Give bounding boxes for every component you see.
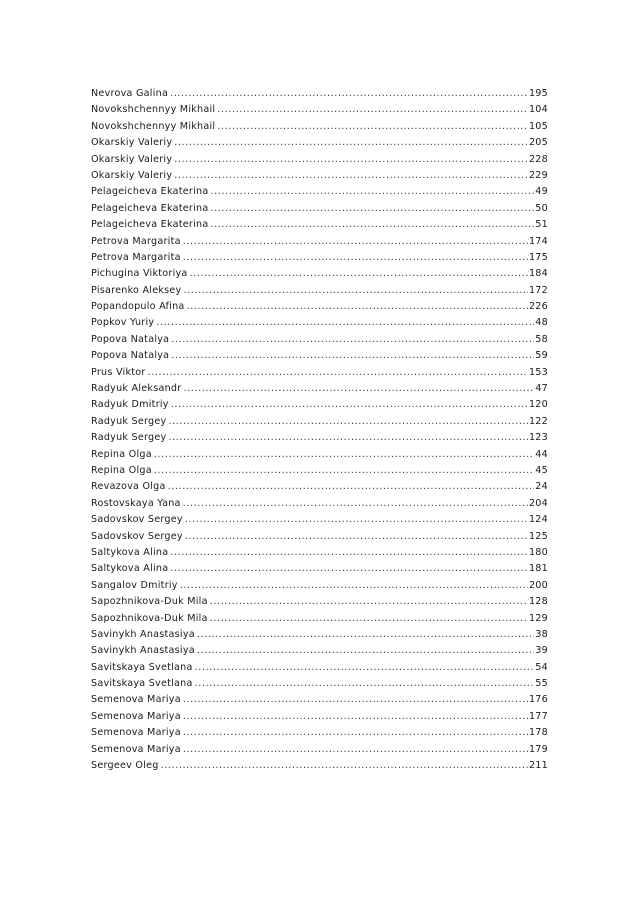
entry-name: Rostovskaya Yana bbox=[91, 497, 181, 509]
entry-name: Sangalov Dmitriy bbox=[91, 579, 178, 591]
entry-page-number: 59 bbox=[535, 350, 548, 362]
entry-page-number: 120 bbox=[528, 399, 548, 411]
index-entry bbox=[91, 660, 548, 676]
entry-name: Semenova Mariya bbox=[91, 694, 181, 706]
dot-leader bbox=[190, 266, 528, 282]
index-entry bbox=[91, 283, 548, 299]
index-entry bbox=[91, 102, 548, 118]
entry-name: Saltykova Alina bbox=[91, 546, 169, 558]
entry-page-number: 58 bbox=[535, 333, 548, 345]
entry-name: Repina Olga bbox=[91, 464, 152, 476]
entry-name: Petrova Margarita bbox=[91, 235, 181, 247]
entry-page-number: 175 bbox=[528, 251, 548, 263]
dot-leader bbox=[168, 414, 527, 430]
dot-leader bbox=[161, 758, 528, 774]
entry-page-number: 200 bbox=[528, 579, 548, 591]
entry-name: Pichugina Viktoriya bbox=[91, 268, 188, 280]
dot-leader bbox=[183, 692, 528, 708]
entry-name: Okarskiy Valeriy bbox=[91, 153, 173, 165]
index-entry bbox=[91, 332, 548, 348]
entry-page-number: 24 bbox=[535, 481, 548, 493]
dot-leader bbox=[171, 348, 534, 364]
entry-name: Repina Olga bbox=[91, 448, 152, 460]
index-entry bbox=[91, 611, 548, 627]
index-entry bbox=[91, 86, 548, 102]
dot-leader bbox=[210, 594, 528, 610]
index-entry bbox=[91, 381, 548, 397]
entry-name: Pisarenko Aleksey bbox=[91, 284, 182, 296]
dot-leader bbox=[183, 725, 528, 741]
entry-page-number: 38 bbox=[535, 628, 548, 640]
index-entry bbox=[91, 152, 548, 168]
entry-name: Sapozhnikova-Duk Mila bbox=[91, 596, 208, 608]
dot-leader bbox=[174, 152, 528, 168]
index-entry bbox=[91, 561, 548, 577]
index-entry bbox=[91, 135, 548, 151]
entry-page-number: 122 bbox=[528, 415, 548, 427]
dot-leader bbox=[210, 201, 534, 217]
index-entry bbox=[91, 217, 548, 233]
entry-page-number: 50 bbox=[535, 202, 548, 214]
entry-page-number: 176 bbox=[528, 694, 548, 706]
dot-leader bbox=[174, 168, 528, 184]
dot-leader bbox=[148, 365, 528, 381]
dot-leader bbox=[217, 102, 528, 118]
entry-page-number: 172 bbox=[528, 284, 548, 296]
index-list bbox=[91, 86, 548, 774]
index-entry bbox=[91, 709, 548, 725]
index-entry bbox=[91, 627, 548, 643]
dot-leader bbox=[183, 250, 528, 266]
entry-name: Nevrova Galina bbox=[91, 88, 169, 99]
index-entry bbox=[91, 348, 548, 364]
index-entry bbox=[91, 463, 548, 479]
index-entry bbox=[91, 758, 548, 774]
entry-name: Popova Natalya bbox=[91, 350, 170, 362]
dot-leader bbox=[197, 643, 534, 659]
entry-page-number: 184 bbox=[528, 268, 548, 280]
dot-leader bbox=[210, 217, 534, 233]
entry-name: Revazova Olga bbox=[91, 481, 166, 493]
entry-page-number: 153 bbox=[528, 366, 548, 378]
entry-page-number: 49 bbox=[535, 186, 548, 198]
entry-name: Saltykova Alina bbox=[91, 563, 169, 575]
dot-leader bbox=[210, 184, 534, 200]
entry-name: Radyuk Dmitriy bbox=[91, 399, 169, 411]
index-entry bbox=[91, 119, 548, 135]
entry-name: Popkov Yuriy bbox=[91, 317, 155, 329]
entry-page-number: 195 bbox=[528, 88, 548, 99]
entry-page-number: 128 bbox=[528, 596, 548, 608]
entry-name: Novokshchennyy Mikhail bbox=[91, 104, 216, 116]
entry-page-number: 177 bbox=[528, 710, 548, 722]
entry-page-number: 229 bbox=[528, 169, 548, 181]
dot-leader bbox=[183, 709, 528, 725]
index-entry bbox=[91, 578, 548, 594]
entry-page-number: 51 bbox=[535, 219, 548, 231]
entry-name: Savinykh Anastasiya bbox=[91, 628, 195, 640]
entry-name: Sapozhnikova-Duk Mila bbox=[91, 612, 208, 624]
entry-page-number: 174 bbox=[528, 235, 548, 247]
dot-leader bbox=[187, 299, 528, 315]
index-entry bbox=[91, 184, 548, 200]
entry-name: Popova Natalya bbox=[91, 333, 170, 345]
dot-leader bbox=[156, 315, 534, 331]
index-entry bbox=[91, 299, 548, 315]
index-entry bbox=[91, 676, 548, 692]
entry-page-number: 39 bbox=[535, 645, 548, 657]
dot-leader bbox=[180, 578, 528, 594]
index-entry bbox=[91, 250, 548, 266]
dot-leader bbox=[174, 135, 528, 151]
entry-page-number: 129 bbox=[528, 612, 548, 624]
entry-page-number: 211 bbox=[528, 760, 548, 772]
entry-name: Petrova Margarita bbox=[91, 251, 181, 263]
index-entry bbox=[91, 447, 548, 463]
entry-page-number: 55 bbox=[535, 678, 548, 690]
entry-page-number: 181 bbox=[528, 563, 548, 575]
index-entry bbox=[91, 725, 548, 741]
entry-page-number: 44 bbox=[535, 448, 548, 460]
entry-name: Savinykh Anastasiya bbox=[91, 645, 195, 657]
dot-leader bbox=[170, 561, 528, 577]
index-entry bbox=[91, 742, 548, 758]
entry-name: Radyuk Aleksandr bbox=[91, 383, 182, 395]
entry-page-number: 45 bbox=[535, 464, 548, 476]
index-entry bbox=[91, 545, 548, 561]
entry-name: Popandopulo Afina bbox=[91, 301, 185, 313]
dot-leader bbox=[183, 283, 527, 299]
entry-page-number: 54 bbox=[535, 661, 548, 673]
dot-leader bbox=[217, 119, 528, 135]
entry-page-number: 178 bbox=[528, 727, 548, 739]
dot-leader bbox=[154, 463, 534, 479]
entry-name: Radyuk Sergey bbox=[91, 415, 167, 427]
entry-name: Okarskiy Valeriy bbox=[91, 137, 173, 149]
index-entry bbox=[91, 430, 548, 446]
entry-name: Radyuk Sergey bbox=[91, 432, 167, 444]
entry-name: Pelageicheva Ekaterina bbox=[91, 186, 209, 198]
dot-leader bbox=[170, 86, 528, 102]
entry-name: Pelageicheva Ekaterina bbox=[91, 219, 209, 231]
entry-name: Savitskaya Svetlana bbox=[91, 678, 193, 690]
dot-leader bbox=[171, 397, 528, 413]
index-entry bbox=[91, 266, 548, 282]
index-entry bbox=[91, 529, 548, 545]
entry-page-number: 104 bbox=[528, 104, 548, 116]
entry-page-number: 180 bbox=[528, 546, 548, 558]
dot-leader bbox=[168, 479, 535, 495]
index-entry bbox=[91, 315, 548, 331]
index-entry bbox=[91, 643, 548, 659]
dot-leader bbox=[183, 742, 528, 758]
index-entry bbox=[91, 594, 548, 610]
dot-leader bbox=[183, 234, 528, 250]
entry-name: Prus Viktor bbox=[91, 366, 146, 378]
index-entry bbox=[91, 365, 548, 381]
index-entry bbox=[91, 414, 548, 430]
dot-leader bbox=[183, 381, 534, 397]
dot-leader bbox=[154, 447, 534, 463]
entry-page-number: 125 bbox=[528, 530, 548, 542]
entry-name: Sadovskov Sergey bbox=[91, 514, 183, 526]
index-entry bbox=[91, 479, 548, 495]
entry-page-number: 226 bbox=[528, 301, 548, 313]
entry-page-number: 123 bbox=[528, 432, 548, 444]
dot-leader bbox=[185, 529, 528, 545]
entry-page-number: 48 bbox=[535, 317, 548, 329]
index-entry bbox=[91, 496, 548, 512]
dot-leader bbox=[168, 430, 527, 446]
dot-leader bbox=[195, 676, 535, 692]
entry-name: Semenova Mariya bbox=[91, 743, 181, 755]
entry-page-number: 228 bbox=[528, 153, 548, 165]
entry-page-number: 179 bbox=[528, 743, 548, 755]
dot-leader bbox=[170, 545, 528, 561]
entry-name: Savitskaya Svetlana bbox=[91, 661, 193, 673]
dot-leader bbox=[183, 496, 528, 512]
dot-leader bbox=[171, 332, 534, 348]
entry-name: Okarskiy Valeriy bbox=[91, 169, 173, 181]
entry-name: Semenova Mariya bbox=[91, 727, 181, 739]
entry-page-number: 124 bbox=[528, 514, 548, 526]
index-entry bbox=[91, 397, 548, 413]
entry-page-number: 47 bbox=[535, 383, 548, 395]
entry-name: Novokshchennyy Mikhail bbox=[91, 120, 216, 132]
dot-leader bbox=[185, 512, 528, 528]
index-entry bbox=[91, 512, 548, 528]
entry-name: Sadovskov Sergey bbox=[91, 530, 183, 542]
index-entry bbox=[91, 201, 548, 217]
entry-name: Semenova Mariya bbox=[91, 710, 181, 722]
dot-leader bbox=[210, 611, 528, 627]
entry-page-number: 105 bbox=[528, 120, 548, 132]
dot-leader bbox=[195, 660, 535, 676]
index-entry bbox=[91, 234, 548, 250]
entry-page-number: 205 bbox=[528, 137, 548, 149]
dot-leader bbox=[197, 627, 534, 643]
entry-name: Sergeev Oleg bbox=[91, 760, 159, 772]
index-entry bbox=[91, 168, 548, 184]
index-entry bbox=[91, 692, 548, 708]
entry-name: Pelageicheva Ekaterina bbox=[91, 202, 209, 214]
entry-page-number: 204 bbox=[528, 497, 548, 509]
